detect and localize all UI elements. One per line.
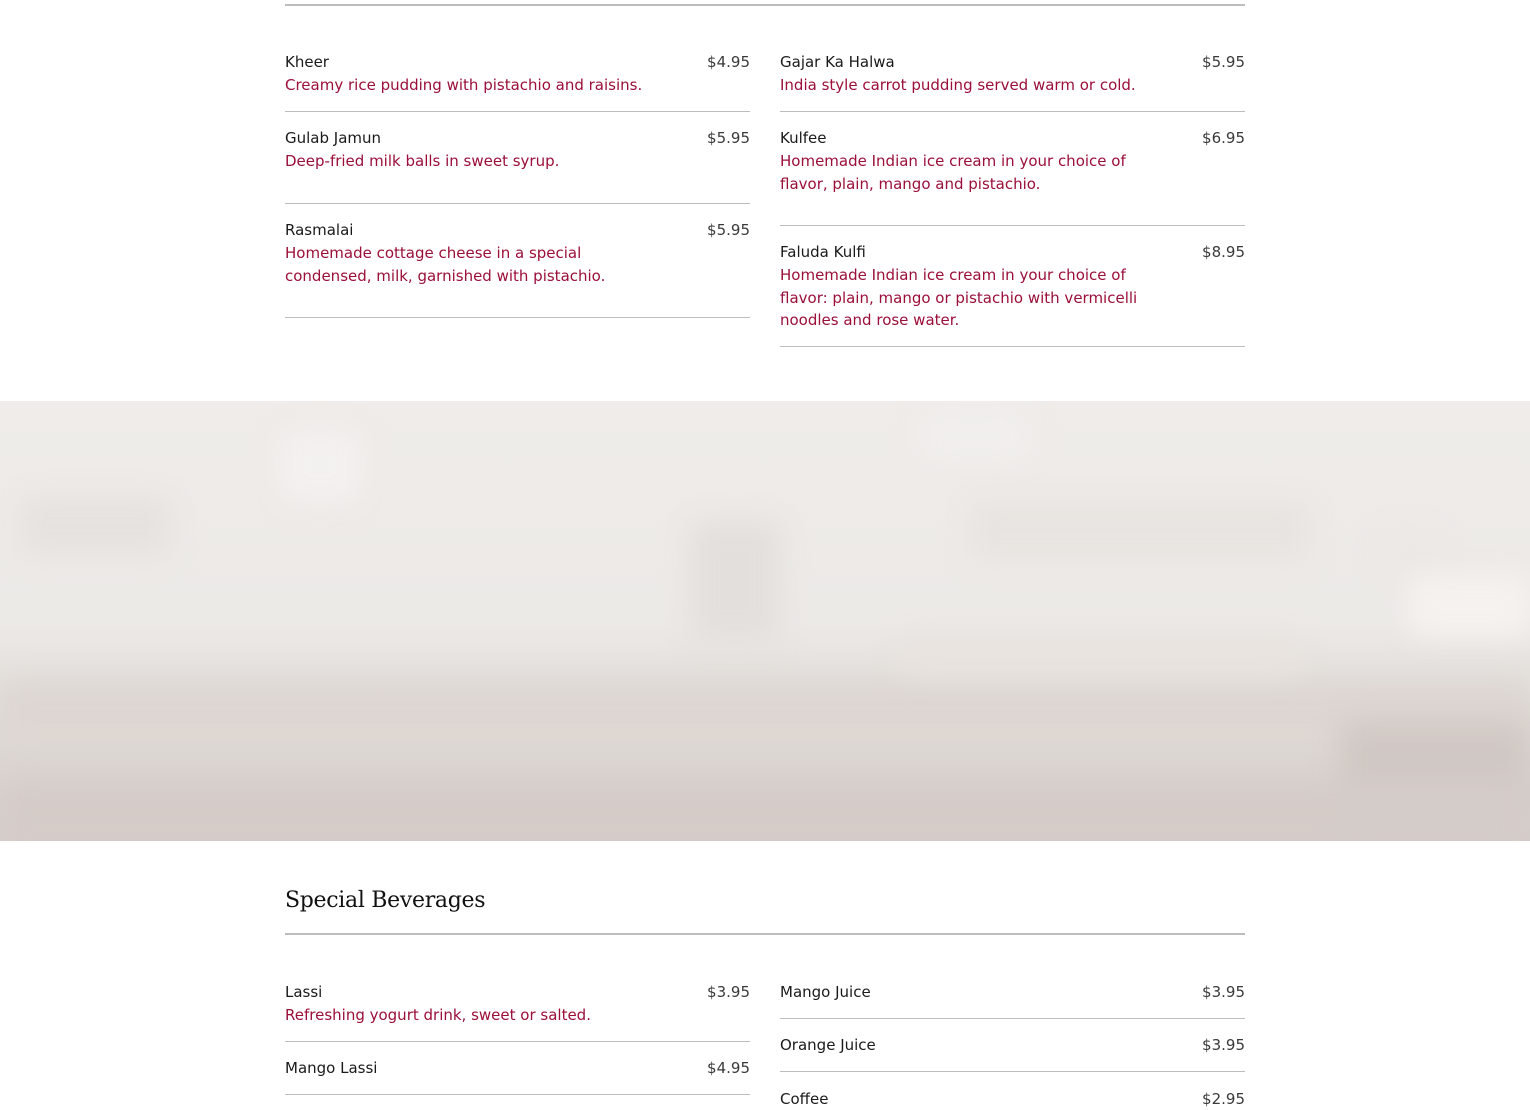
menu-item-name: Mango Juice xyxy=(780,983,871,1001)
menu-item xyxy=(285,52,750,112)
blurred-banner-image xyxy=(0,401,1530,841)
menu-item xyxy=(780,128,1245,226)
beverage-column-right xyxy=(780,982,1245,1110)
menu-item xyxy=(780,242,1245,347)
menu-item-description: Homemade cottage cheese in a special condensed, milk, garnished with pistachio. xyxy=(285,244,606,285)
beverage-column-left xyxy=(285,982,750,1095)
menu-item-price: $4.95 xyxy=(707,53,750,71)
menu-item-name: Faluda Kulfi xyxy=(780,243,866,261)
beverages-section-rule xyxy=(285,933,1245,935)
menu-item-name: Lassi xyxy=(285,983,323,1001)
menu-item xyxy=(780,1035,1245,1072)
menu-item-price: $4.95 xyxy=(707,1059,750,1077)
menu-item xyxy=(285,128,750,204)
menu-item-name: Rasmalai xyxy=(285,221,354,239)
menu-item xyxy=(285,220,750,318)
menu-item-name: Gulab Jamun xyxy=(285,129,382,147)
menu-item-name: Mango Lassi xyxy=(285,1059,378,1077)
banner-shape xyxy=(920,411,1030,461)
banner-shape xyxy=(20,496,170,556)
menu-item-price: $5.95 xyxy=(707,221,750,239)
menu-item xyxy=(285,982,750,1042)
menu-item xyxy=(285,1058,750,1095)
menu-item xyxy=(780,52,1245,112)
banner-shape xyxy=(1380,531,1440,571)
menu-item-price: $5.95 xyxy=(707,129,750,147)
menu-item-price: $5.95 xyxy=(1202,53,1245,71)
banner-shape xyxy=(690,521,780,641)
banner-shape xyxy=(1410,576,1530,636)
banner-shape xyxy=(900,636,1300,676)
menu-item xyxy=(780,1089,1245,1110)
menu-item-description: Deep-fried milk balls in sweet syrup. xyxy=(285,152,560,170)
menu-item-name: Orange Juice xyxy=(780,1036,876,1054)
dessert-section-rule xyxy=(285,4,1245,6)
menu-item-price: $3.95 xyxy=(1202,983,1245,1001)
menu-item-name: Coffee xyxy=(780,1090,829,1108)
menu-item-description: Creamy rice pudding with pistachio and raisins. xyxy=(285,76,643,94)
menu-item-price: $3.95 xyxy=(707,983,750,1001)
banner-shape xyxy=(280,431,360,501)
banner-shape xyxy=(0,781,1530,841)
section-title: Special Beverages xyxy=(285,888,486,913)
menu-item-description: Refreshing yogurt drink, sweet or salted. xyxy=(285,1006,591,1024)
menu-item-price: $2.95 xyxy=(1202,1090,1245,1108)
menu-item-price: $6.95 xyxy=(1202,129,1245,147)
menu-item-description: Homemade Indian ice cream in your choice of flavor, plain, mango and pistachio. xyxy=(780,152,1126,193)
menu-item-name: Kulfee xyxy=(780,129,827,147)
menu-item-description: Homemade Indian ice cream in your choice of flavor: plain, mango or pistachio with vermicelli noodles and rose water. xyxy=(780,266,1138,329)
menu-item-price: $3.95 xyxy=(1202,1036,1245,1054)
banner-shape xyxy=(0,681,1530,741)
menu-item xyxy=(780,982,1245,1019)
menu-item-name: Gajar Ka Halwa xyxy=(780,53,895,71)
menu-item-price: $8.95 xyxy=(1202,243,1245,261)
menu-item-name: Kheer xyxy=(285,53,329,71)
banner-shape xyxy=(970,501,1310,561)
menu-item-description: India style carrot pudding served warm or cold. xyxy=(780,76,1136,94)
dessert-column-right xyxy=(780,52,1245,347)
dessert-column-left xyxy=(285,52,750,318)
